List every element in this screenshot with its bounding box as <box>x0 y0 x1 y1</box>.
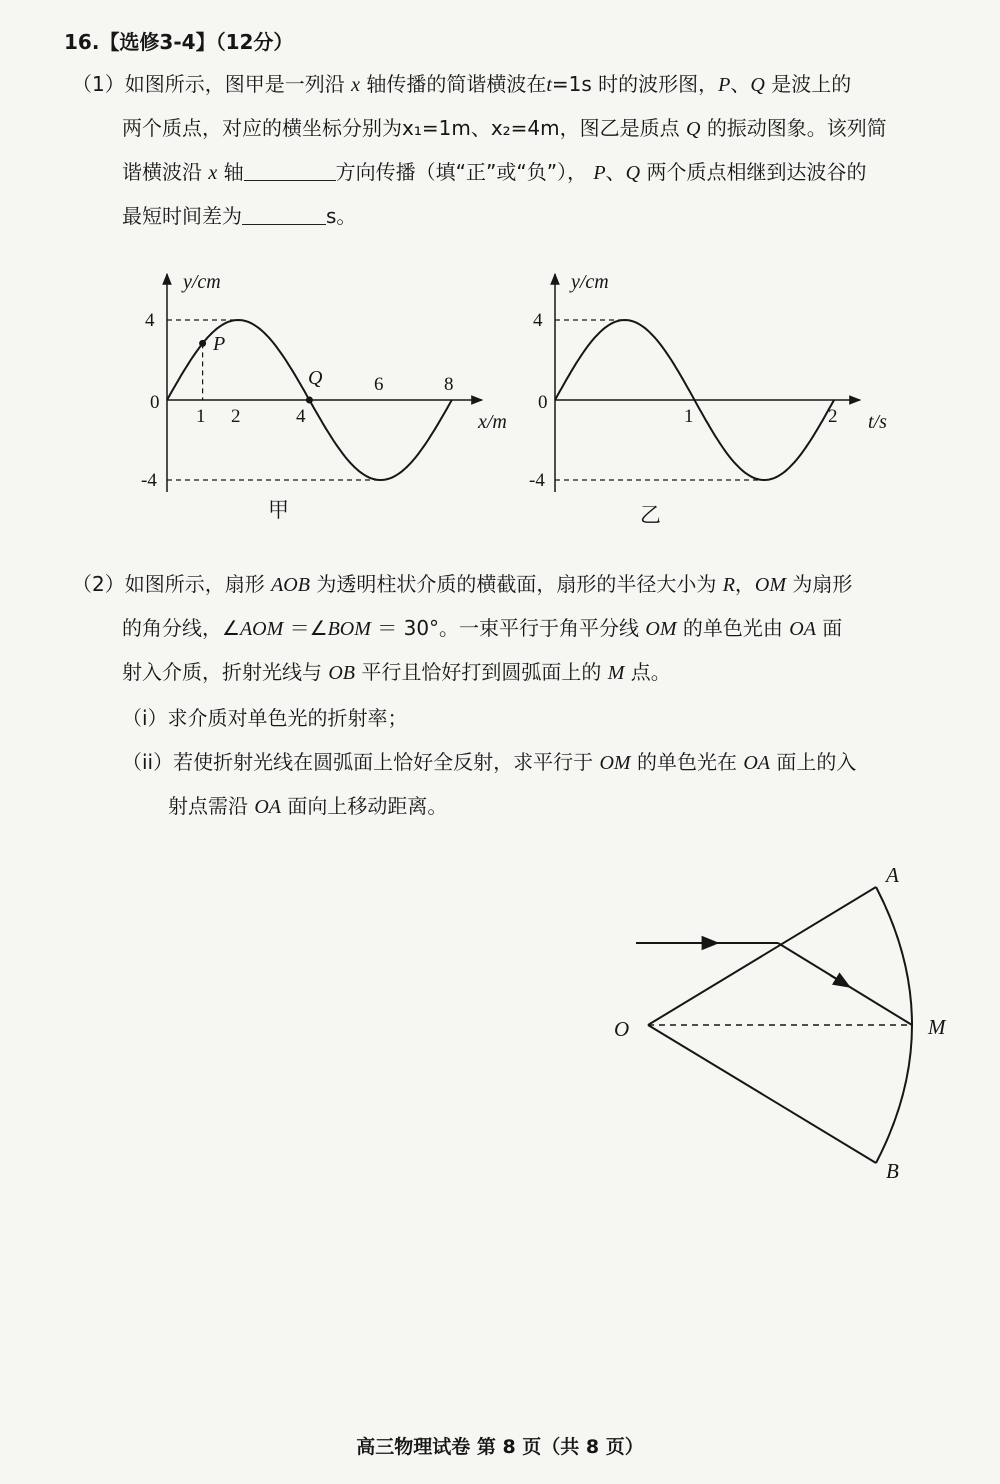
jia-y-label: y/cm <box>183 271 221 293</box>
jia-y-tick-4: 4 <box>145 310 155 331</box>
jia-x-tick-8: 8 <box>444 374 454 395</box>
part2-sub2-line1: （ii）若使折射光线在圆弧面上恰好全反射，求平行于 OM 的单色光在 OA 面上的入 <box>122 750 857 774</box>
part1-line1: （1）如图所示，图甲是一列沿 x 轴传播的简谐横波在t=1s 时的波形图，P、Q 是波上的 <box>72 72 852 96</box>
point-Q-label: Q <box>308 367 323 389</box>
yi-y-tick-0: 0 <box>538 392 548 413</box>
question-section: 【选修3-4】 <box>99 30 216 54</box>
point-P-label: P <box>213 333 226 355</box>
part2-sub2-line2: 射点需沿 OA 面向上移动距离。 <box>168 794 448 818</box>
part2-line1: （2）如图所示，扇形 AOB 为透明柱状介质的横截面，扇形的半径大小为 R，OM 为扇形 <box>72 572 853 596</box>
label-M: M <box>928 1015 946 1039</box>
jia-x-tick-2: 2 <box>231 406 241 427</box>
label-A: A <box>886 863 899 887</box>
jia-y-tick-0: 0 <box>150 392 160 413</box>
label-O: O <box>614 1017 630 1041</box>
graph-jia <box>141 271 507 522</box>
page-footer: 高三物理试卷 第 8 页（共 8 页） <box>356 1436 644 1458</box>
point-P <box>199 340 206 347</box>
wave-graphs <box>0 0 1000 560</box>
part2-line2: 的角分线，∠AOM ＝∠BOM ＝ 30°。一束平行于角平分线 OM 的单色光由 OA 面 <box>122 616 843 640</box>
jia-x-tick-1: 1 <box>196 406 206 427</box>
edge-OB <box>648 1025 876 1163</box>
yi-y-tick-neg4: -4 <box>529 470 545 491</box>
question-number: 16. <box>64 30 100 54</box>
part1-line4: 最短时间差为 s。 <box>122 204 357 228</box>
label-B: B <box>886 1159 899 1183</box>
yi-y-tick-4: 4 <box>533 310 543 331</box>
yi-x-label: t/s <box>868 411 887 433</box>
jia-caption: 甲 <box>268 498 289 522</box>
part1-line3: 谐横波沿 x 轴 方向传播（填“正”或“负”）， P、Q 两个质点相继到达波谷的 <box>122 160 867 184</box>
jia-x-tick-6: 6 <box>374 374 384 395</box>
yi-x-tick-2: 2 <box>828 406 838 427</box>
yi-x-tick-1: 1 <box>684 406 694 427</box>
jia-x-label: x/m <box>478 411 507 433</box>
part1-line2: 两个质点，对应的横坐标分别为x₁=1m、x₂=4m，图乙是质点 Q 的振动图象。该列简 <box>122 116 887 140</box>
part2-line3: 射入介质，折射光线与 OB 平行且恰好打到圆弧面上的 M 点。 <box>122 660 671 684</box>
refracted-ray <box>778 943 912 1025</box>
question-score: （12分） <box>215 30 294 54</box>
refracted-arrow <box>830 975 848 986</box>
jia-y-tick-neg4: -4 <box>141 470 157 491</box>
yi-caption: 乙 <box>640 503 661 527</box>
point-Q <box>306 397 313 404</box>
part2-sub1: （i）求介质对单色光的折射率； <box>122 706 408 730</box>
graph-yi <box>529 271 887 527</box>
arc-AB <box>876 887 912 1163</box>
yi-y-label: y/cm <box>571 271 609 293</box>
edge-OA <box>648 887 876 1025</box>
jia-x-tick-4: 4 <box>296 406 306 427</box>
